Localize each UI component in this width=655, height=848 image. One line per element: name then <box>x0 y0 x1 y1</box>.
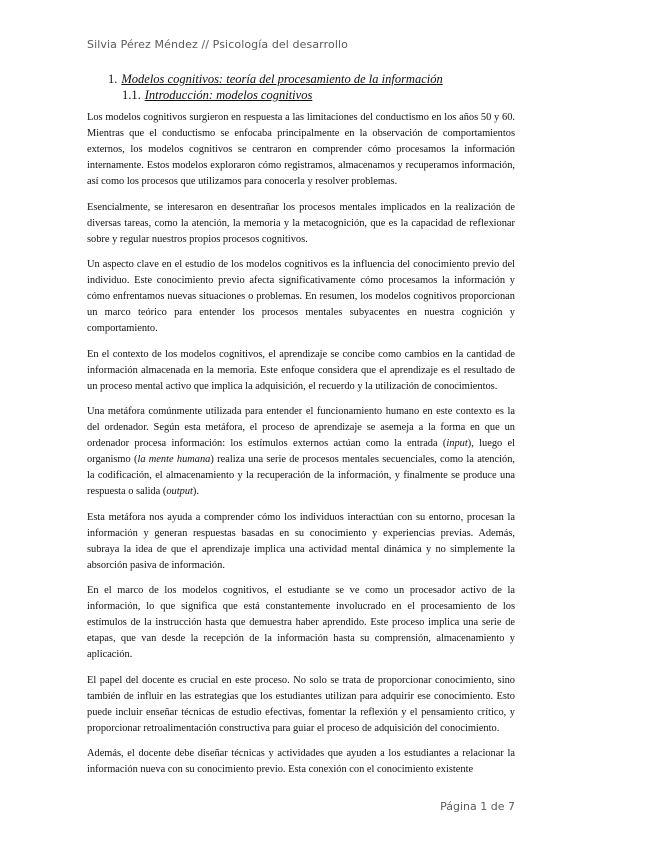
page-number: Página 1 de 7 <box>440 800 515 813</box>
paragraph-5-part-d: ). <box>192 486 199 497</box>
paragraph-9: Además, el docente debe diseñar técnicas y actividades que ayuden a los estudiantes a relacionar la información nueva con su conocimiento previo. Esta conexión con el conocimiento existente <box>87 748 515 775</box>
heading-2-text: Introducción: modelos cognitivos <box>144 88 313 102</box>
paragraph-5-italic-output: output <box>166 486 193 497</box>
paragraph-6: Esta metáfora nos ayuda a comprender cómo los individuos interactúan con su entorno, procesan la información y generan respuestas basadas en su conocimiento y experiencias previas. Además, subraya la idea de que el aprendizaje implica una actividad mental dinámica y no simplemente la absorción pasiva de información. <box>87 511 515 571</box>
paragraph-8: El papel del docente es crucial en este proceso. No solo se trata de proporcionar conocimiento, sino también de influir en las estrategias que los estudiantes utilizan para adquirir ese conocimiento. Esto puede incluir enseñar técnicas de estudio efectivas, fomentar la reflexión y el pensamiento crítico, y proporcionar retroalimentación constructiva para guiar el proceso de adquisición del conocimiento. <box>87 674 515 734</box>
heading-1-text: Modelos cognitivos: teoría del procesamiento de la información <box>121 72 443 86</box>
paragraph-5-part-b: ), luego el organismo ( <box>87 438 516 465</box>
paragraph-3: Un aspecto clave en el estudio de los modelos cognitivos es la influencia del conocimiento previo del individuo. Este conocimiento previo afecta significativamente cómo procesamos la información y cómo enfrentamos nuevas situaciones o problemas. En resumen, los modelos cognitivos proporcionan un marco teórico para entender los procesos mentales subyacentes en nuestra cognición y comportamiento. <box>87 259 515 334</box>
paragraph-5-part-a: Una metáfora comúnmente utilizada para entender el funcionamiento humano en este contexto es la del ordenador. Según esta metáfora, el proceso de aprendizaje se asemeja a la forma en que un ordenador procesa información: los estímulos externos actúan como la entrada ( <box>87 406 515 449</box>
paragraph-5-part-c: ) realiza una serie de procesos mentales secuenciales, como la atención, la codificación, el almacenamiento y la recuperación de la información, y finalmente se produce una respuesta o salida ( <box>87 454 515 497</box>
paragraph-7: En el marco de los modelos cognitivos, el estudiante se ve como un procesador activo de la información, lo que significa que está constantemente involucrado en el procesamiento de los estímulos de la instrucción hasta que demuestra haber aprendido. Este proceso implica una serie de etapas, que van desde la recepción de la información hasta su comprensión, almacenamiento y aplicación. <box>87 585 515 660</box>
heading-2-number: 1.1. <box>122 88 141 102</box>
heading-level-2 <box>122 87 443 103</box>
heading-level-1 <box>108 71 443 87</box>
section-headings <box>108 71 443 103</box>
body-text <box>87 110 515 788</box>
paragraph-1: Los modelos cognitivos surgieron en respuesta a las limitaciones del conductismo en los años 50 y 60. Mientras que el conductismo se enfocaba principalmente en la observación de comportamientos externos, los modelos cognitivos se centraron en comprender cómo procesamos la información internamente. Estos modelos exploraron cómo registramos, almacenamos y recuperamos información, así como los procesos que utilizamos para conocerla y resolver problemas. <box>87 112 515 187</box>
paragraph-5 <box>87 404 515 500</box>
paragraph-4: En el contexto de los modelos cognitivos, el aprendizaje se concibe como cambios en la cantidad de información almacenada en la memoria. Este enfoque considera que el aprendizaje es el resultado de un proceso mental activo que implica la adquisición, el recuerdo y la utilización de conocimientos. <box>87 348 515 392</box>
paragraph-5-italic-mind: la mente humana <box>137 454 211 465</box>
page-header: Silvia Pérez Méndez // Psicología del desarrollo <box>87 38 348 51</box>
paragraph-2: Esencialmente, se interesaron en desentrañar los procesos mentales implicados en la realización de diversas tareas, como la atención, la memoria y la metacognición, que es la capacidad de reflexionar sobre y regular nuestros propios procesos cognitivos. <box>87 201 515 245</box>
heading-1-number: 1. <box>108 72 118 86</box>
paragraph-5-italic-input: input <box>446 438 468 449</box>
